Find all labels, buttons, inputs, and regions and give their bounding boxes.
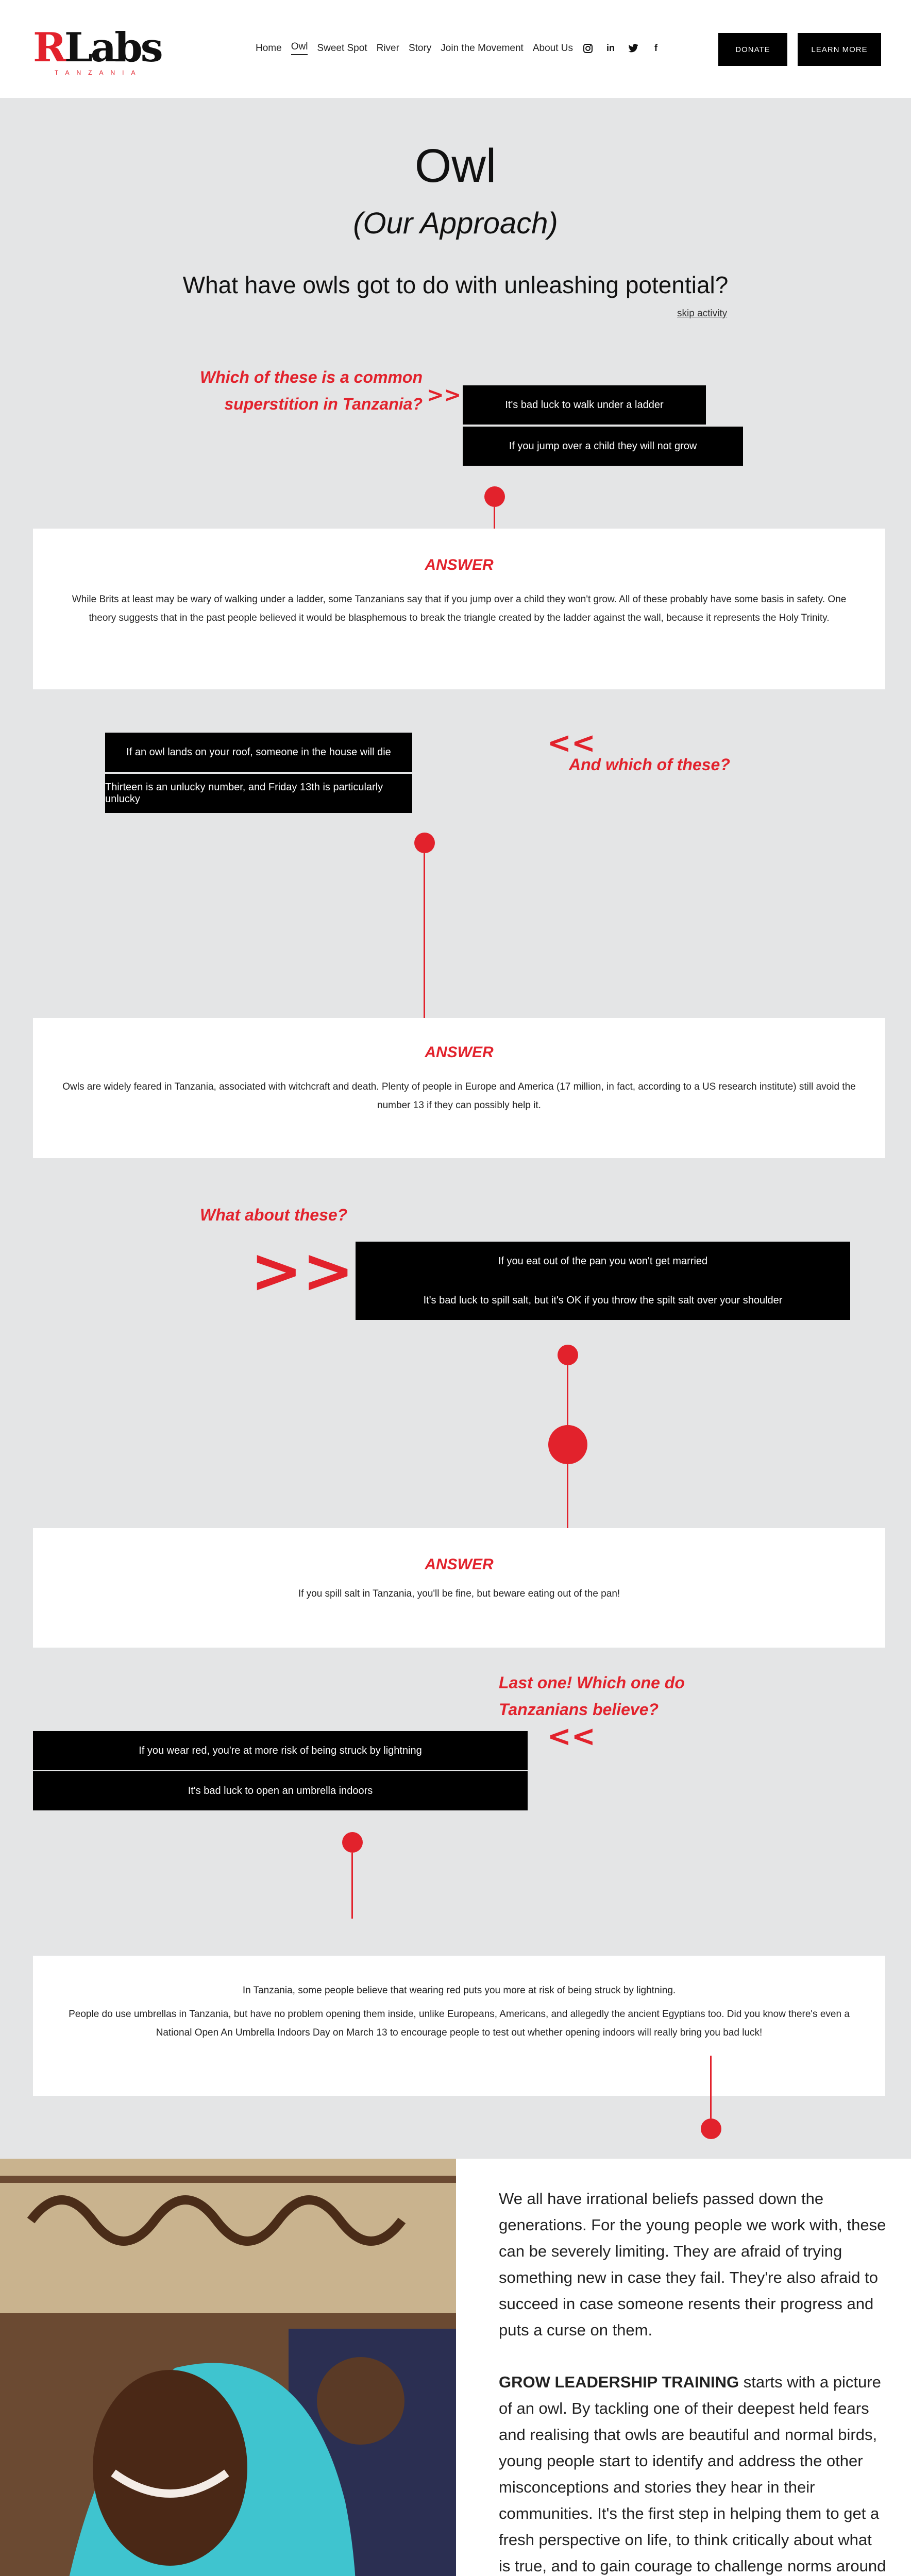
feature-paragraph-2 [499, 2369, 886, 2576]
connector-line [710, 2056, 712, 2119]
feature-photo [0, 2159, 456, 2576]
answer-card-1 [33, 529, 885, 689]
quiz-4-option-1[interactable]: If you wear red, you're at more risk of being struck by lightning [33, 1731, 528, 1770]
connector-dot-large [548, 1425, 587, 1464]
answer-text-1: In Tanzania, some people believe that wearing red puts you more at risk of being struck by lightning. [242, 1985, 676, 1996]
quiz-4-option-2[interactable]: It's bad luck to open an umbrella indoors [33, 1771, 528, 1810]
answer-card-4 [33, 1956, 885, 2096]
feature-section [0, 2159, 911, 2576]
nav-owl[interactable]: Owl [291, 41, 308, 55]
answer-label: ANSWER [425, 556, 494, 573]
feature-bold-lead: GROW LEADERSHIP TRAINING [499, 2373, 739, 2391]
nav-story[interactable]: Story [408, 42, 432, 54]
answer-text: While Brits at least may be wary of walking under a ladder, some Tanzanians say that if you jump over a child they won't grow. All of these probably have some basis in safety. One theory suggests that in the past people believed it would be blasphemous to break the triangle created by the ladder against the wall, because it represents the Holy Trinity. [72, 594, 847, 623]
quiz-2-option-1[interactable]: If an owl lands on your roof, someone in the house will die [105, 733, 412, 772]
connector-line [424, 853, 425, 1045]
main-nav [256, 41, 673, 55]
answer-text-2: People do use umbrellas in Tanzania, but have no problem opening them inside, unlike Europeans, Americans, and allegedly the ancient Egyptians too. Did you know there's even a National Open An Umbrella Indoors Day on March 13 to encourage people to test out whether opening indoors will really bring you bad luck! [69, 2009, 850, 2038]
connector-line [351, 1853, 353, 1919]
quiz-2-option-2[interactable]: Thirteen is an unlucky number, and Friday 13th is particularly unlucky [105, 774, 412, 813]
logo-subtitle: TANZANIA [55, 69, 143, 76]
connector-dot [342, 1832, 363, 1853]
chevron-right-icon: >> [427, 383, 462, 407]
nav-about[interactable]: About Us [532, 42, 573, 54]
answer-label: ANSWER [425, 1556, 494, 1573]
answer-text: Owls are widely feared in Tanzania, associated with witchcraft and death. Plenty of people in Europe and America (17 million, in fact, according to a US research institute) still avoid the number 13 if they can possibly help it. [62, 1081, 856, 1111]
page-subtitle: (Our Approach) [353, 207, 558, 240]
nav-sweet-spot[interactable]: Sweet Spot [317, 42, 367, 54]
quiz-3-option-1[interactable]: If you eat out of the pan you won't get married [356, 1242, 850, 1281]
site-header [0, 0, 911, 98]
nav-river[interactable]: River [376, 42, 399, 54]
quiz-2-question: And which of these? [569, 755, 730, 774]
linkedin-icon[interactable]: in [606, 43, 615, 53]
facebook-icon[interactable]: f [654, 43, 657, 53]
quiz-1-option-1[interactable]: It's bad luck to walk under a ladder [463, 385, 706, 425]
chevron-left-icon: << [547, 726, 596, 760]
logo-text: RLabs [33, 24, 161, 71]
connector-dot [701, 2119, 721, 2139]
connector-dot [558, 1345, 578, 1365]
answer-label: ANSWER [425, 1044, 494, 1061]
chevron-right-icon: >> [250, 1235, 355, 1307]
connector-dot [414, 833, 435, 853]
skip-activity-link[interactable]: skip activity [677, 308, 728, 319]
quiz-4-question: Last one! Which one do Tanzanians believe? [499, 1673, 685, 1719]
quiz-1-option-2[interactable]: If you jump over a child they will not grow [463, 427, 743, 466]
page-title: Owl [414, 140, 497, 192]
quiz-3-option-2[interactable]: It's bad luck to spill salt, but it's OK if you throw the spilt salt over your shoulder [356, 1281, 850, 1320]
feature-paragraph-1: We all have irrational beliefs passed down the generations. For the young people we work with, these can be severely limiting. They are afraid of trying something new in case they fail. They're also afraid to succeed in case someone resents their progress and puts a curse on them. [499, 2190, 886, 2339]
nav-home[interactable]: Home [256, 42, 282, 54]
feature-text [499, 2185, 886, 2576]
answer-card-3 [33, 1528, 885, 1648]
page-question: What have owls got to do with unleashing potential? [182, 272, 729, 298]
quiz-3-question: What about these? [200, 1206, 348, 1224]
learn-more-button[interactable]: LEARN MORE [798, 33, 881, 66]
feature-paragraph-2-text: starts with a picture of an owl. By tackling one of their deepest held fears and realising that owls are beautiful and normal birds, young people start to identify and address the other misconceptions and stories they hear in their communities. It's the first step in helping them to get a fresh perspective on life, to think critically about what is true, and to gain courage to challenge norms around [499, 2373, 886, 2575]
twitter-icon[interactable] [628, 43, 639, 54]
nav-join[interactable]: Join the Movement [441, 42, 524, 54]
logo[interactable] [33, 24, 161, 81]
answer-text: If you spill salt in Tanzania, you'll be fine, but beware eating out of the pan! [298, 1588, 620, 1599]
chevron-left-icon: << [547, 1720, 596, 1753]
instagram-icon[interactable] [582, 43, 594, 54]
donate-button[interactable]: DONATE [718, 33, 787, 66]
connector-dot [484, 486, 505, 507]
answer-card-2 [33, 1018, 885, 1158]
quiz-1-question: Which of these is a common superstition in Tanzania? [199, 368, 423, 413]
